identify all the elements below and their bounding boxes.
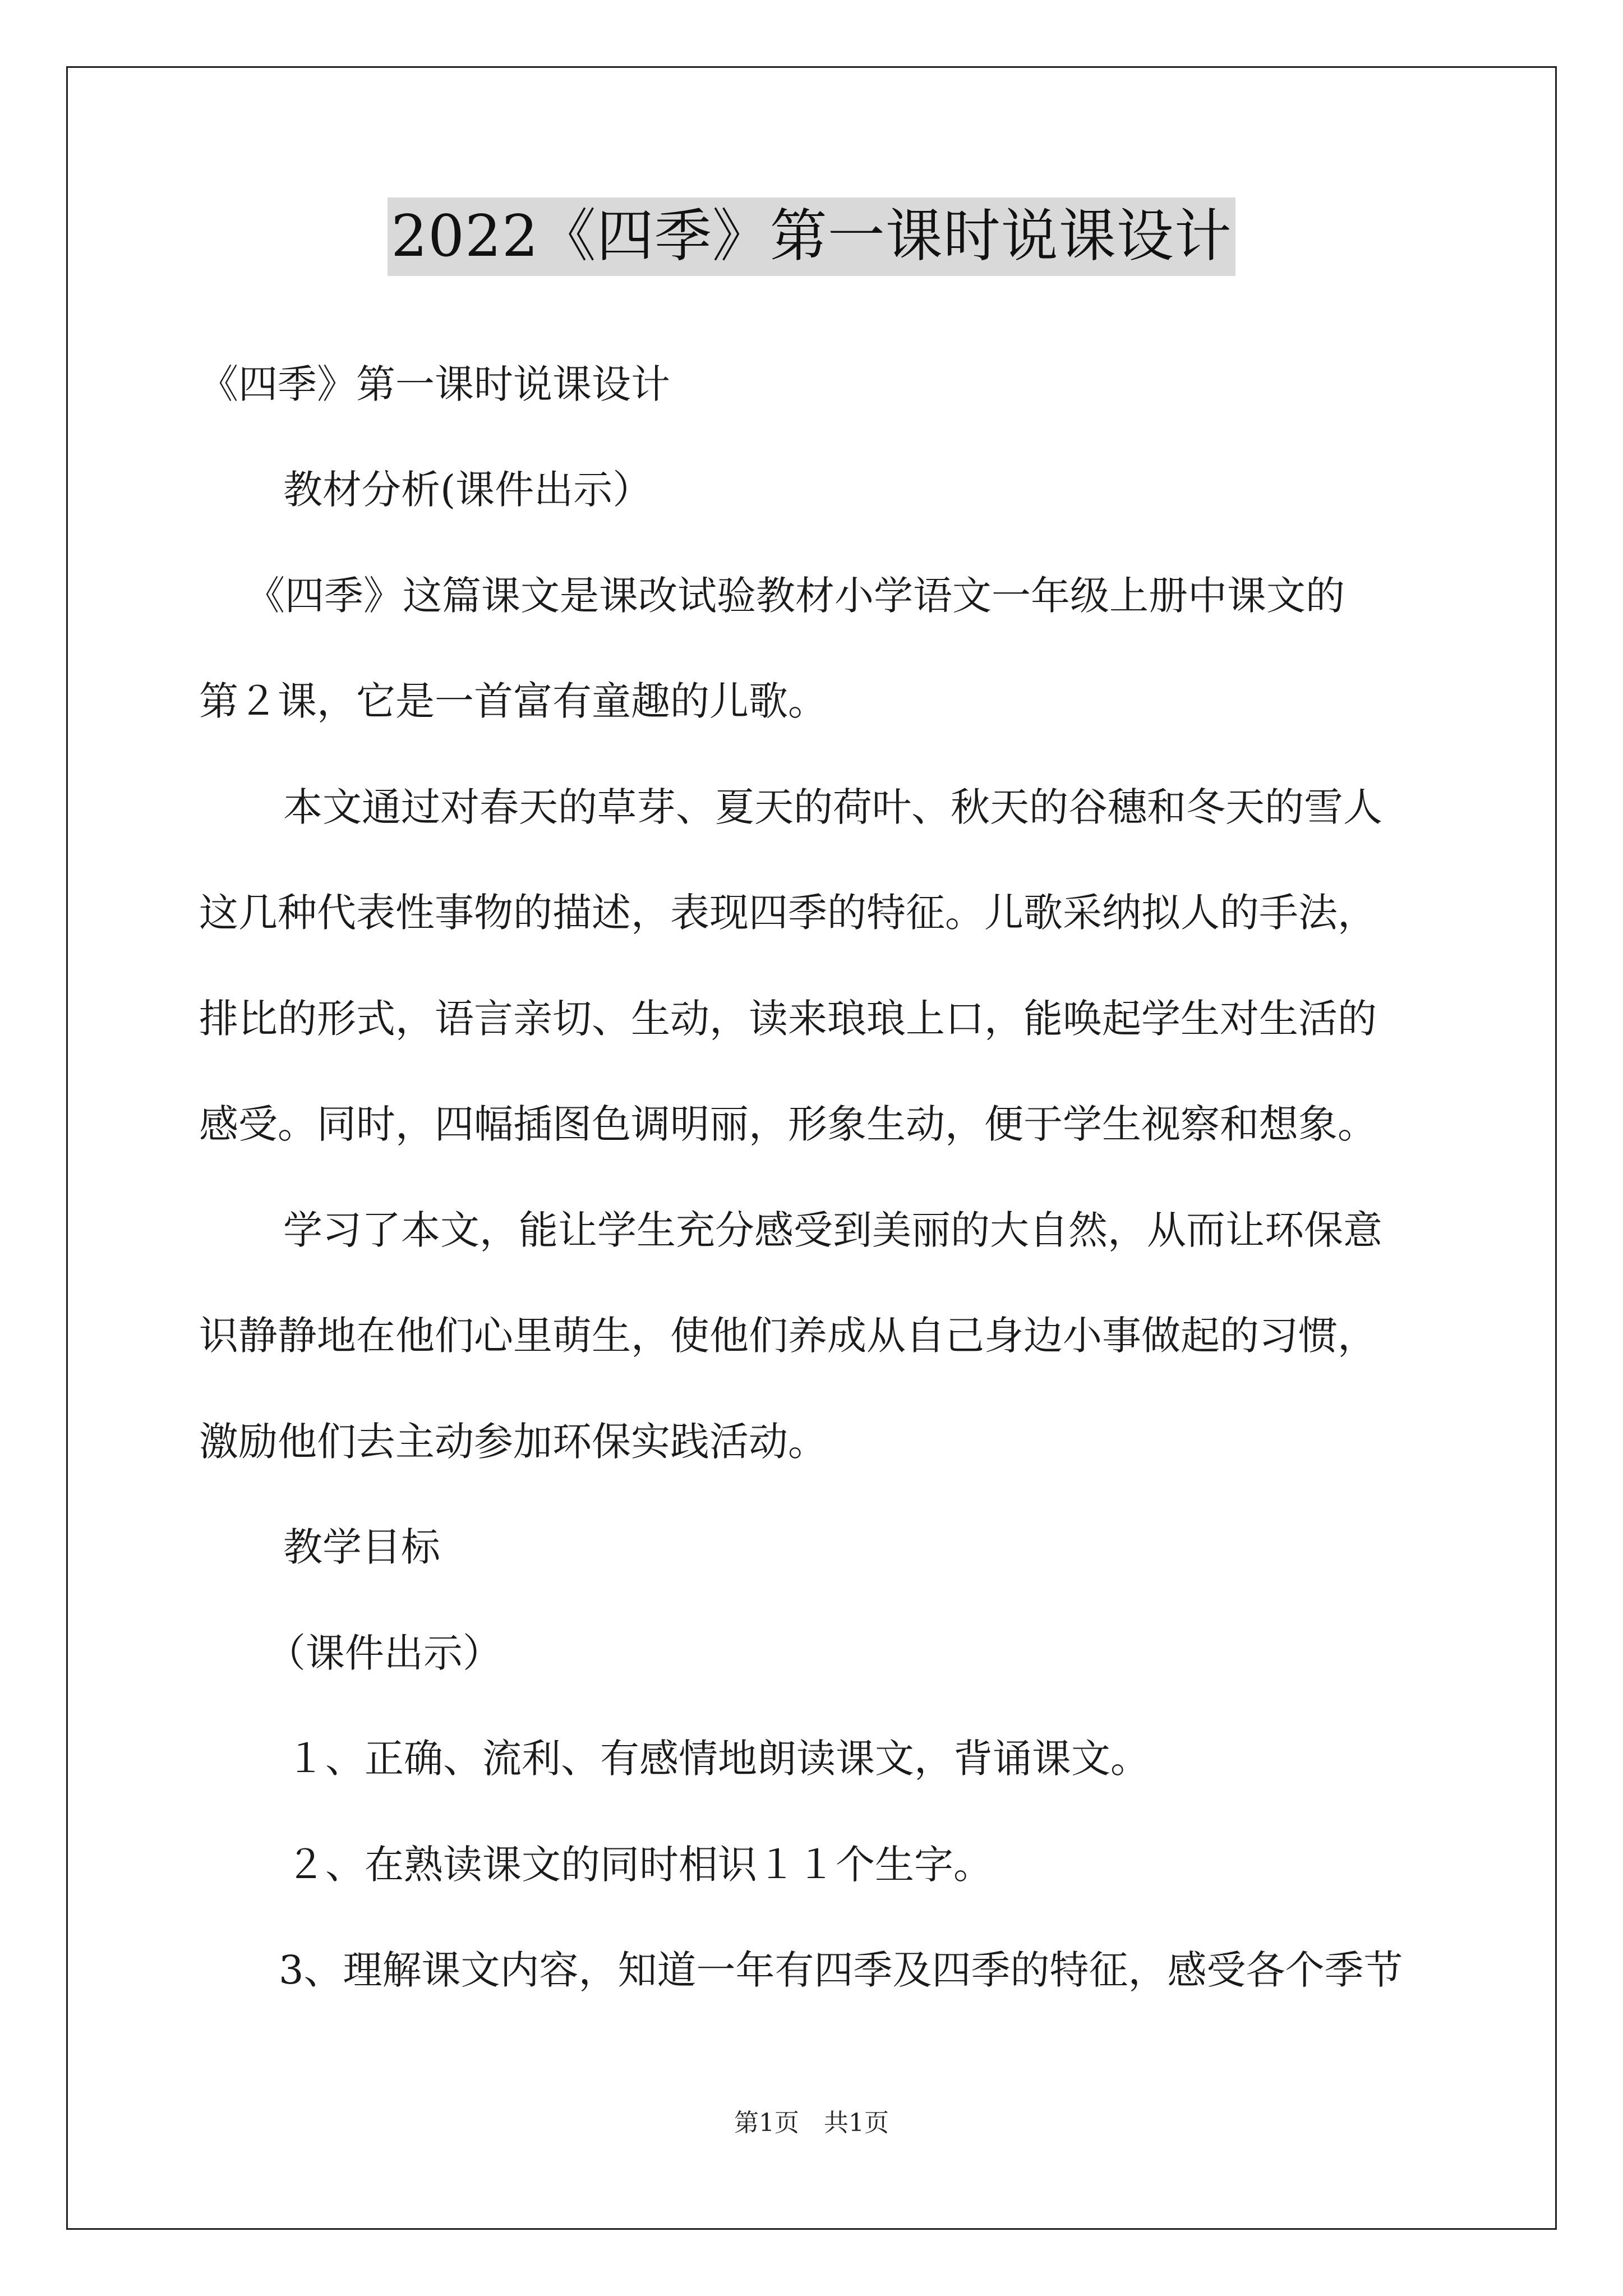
section-heading: 教学目标 (283, 1524, 440, 1570)
paragraph-line: 激励他们去主动参加环保实践活动。 (199, 1419, 827, 1465)
paragraph-line: 第２课，它是一首富有童趣的儿歌。 (199, 678, 827, 724)
list-item: 3、理解课文内容，知道一年有四季及四季的特征，感受各个季节 (279, 1947, 1403, 1993)
paragraph-line: 这几种代表性事物的描述，表现四季的特征。儿歌采纳拟人的手法， (199, 890, 1377, 936)
paragraph-line: 本文通过对春天的草芽、夏天的荷叶、秋天的谷穗和冬天的雪人 (283, 784, 1382, 830)
document-title: 2022《四季》第一课时说课设计 (388, 197, 1235, 276)
title-container (0, 197, 1623, 276)
paragraph-line: 教材分析(课件出示） (283, 467, 652, 513)
paragraph-line: 识静静地在他们心里萌生，使他们养成从自己身边小事做起的习惯， (199, 1313, 1377, 1359)
list-item: ２、在熟读课文的同时相识１１个生字。 (286, 1842, 993, 1888)
subtitle-line: 《四季》第一课时说课设计 (199, 361, 670, 407)
paragraph-line: （课件出示） (266, 1630, 502, 1676)
paragraph-line: 学习了本文，能让学生充分感受到美丽的大自然，从而让环保意 (283, 1207, 1382, 1253)
list-item: １、正确、流利、有感情地朗读课文，背诵课文。 (286, 1736, 1150, 1782)
page-footer: 第1页 共1页 (734, 2109, 889, 2137)
paragraph-line: 感受。同时，四幅插图色调明丽，形象生动，便于学生视察和想象。 (199, 1101, 1377, 1147)
paragraph-line: 排比的形式，语言亲切、生动，读来琅琅上口，能唤起学生对生活的 (199, 996, 1377, 1042)
paragraph-line: 《四季》这篇课文是课改试验教材小学语文一年级上册中课文的 (246, 573, 1345, 619)
